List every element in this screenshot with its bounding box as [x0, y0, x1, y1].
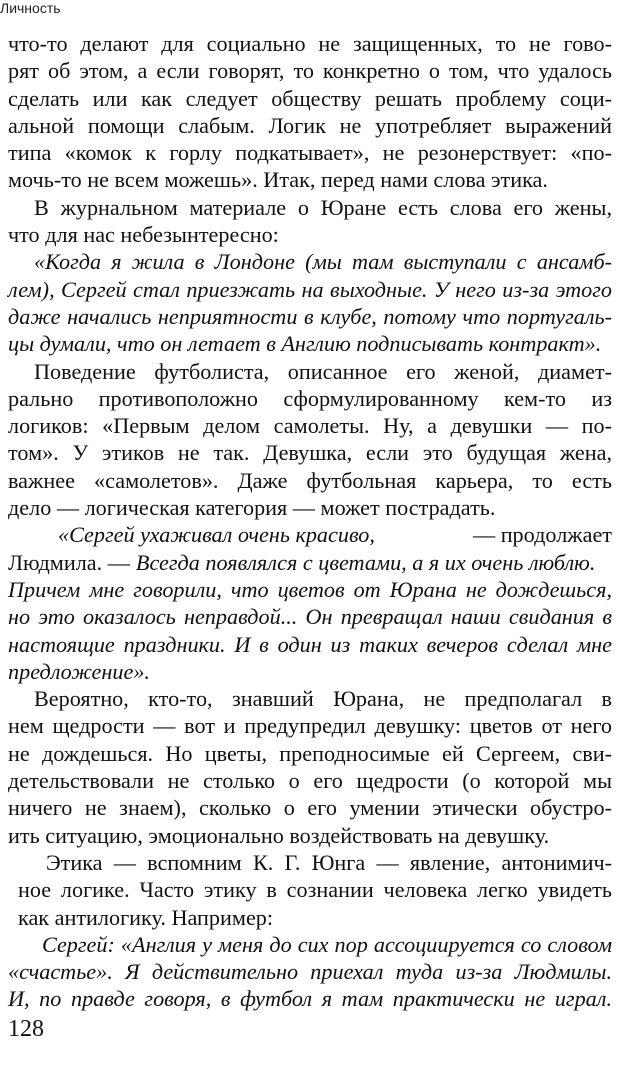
- text-line: мочь-то не всем можешь». Итак, перед нами слова этика.: [8, 167, 548, 193]
- text-line: Этика — вспомним К. Г. Юнга — явление, антонимич-: [46, 849, 612, 875]
- text-line: важнее «самолетов». Даже футбольная карьера, то есть: [8, 467, 612, 493]
- text-line: В журнальном материале о Юране есть слова его жены,: [34, 194, 612, 220]
- text-line: сделать или как следует обществу решать проблему соци-: [8, 85, 612, 111]
- text-line: что для нас небезынтересно:: [8, 222, 279, 248]
- text-line: том». У этиков не так. Девушка, если это будущая жена,: [8, 440, 612, 466]
- text-line: нем щедрости — вот и предупредил девушку: цветов от него: [8, 713, 612, 739]
- page-number: 128: [8, 1016, 44, 1042]
- quote-line: Сергей: «Англия у меня до сих пор ассоциируется со словом: [42, 931, 612, 957]
- quote-line-mixed: [8, 549, 612, 576]
- quote-line: «счастье». Я действительно приехал туда из-за Людмилы.: [8, 959, 612, 985]
- text-line: ить ситуацию, эмоционально воздействовать на девушку.: [8, 822, 550, 848]
- text-line: что-то делают для социально не защищенных, то не гово-: [8, 31, 612, 56]
- text-line: типа «комок к горлу подкатывает», не резонерствует: «по-: [8, 140, 612, 166]
- quote-fragment: «Сергей ухаживал очень красиво,: [58, 522, 375, 548]
- text-line: логиков: «Первым делом самолеты. Ну, а девушки — по-: [8, 413, 612, 439]
- quote-line: И, по правде говоря, в футбол я там практически не играл.: [8, 986, 612, 1012]
- quote-attribution: Людмила. —: [8, 549, 130, 575]
- text-line: как антилогику. Например:: [18, 904, 274, 930]
- text-line: ное логике. Часто этику в сознании человека легко увидеть: [18, 877, 612, 903]
- quote-line-mixed: [8, 521, 612, 548]
- text-line: Поведение футболиста, описанное его женой, диамет-: [34, 358, 612, 384]
- text-line: рят об этом, а если говорят, то конкретно о том, что удалось: [8, 58, 612, 84]
- running-header: Личность: [0, 0, 61, 16]
- text-line: дело — логическая категория — может пострадать.: [8, 495, 496, 521]
- text-line: детельствовали не столько о его щедрости (о которой мы: [8, 768, 612, 794]
- text-line: Вероятно, кто-то, знавший Юрана, не предполагал в: [34, 686, 612, 712]
- text-line: альной помощи слабым. Логик не употребляет выражений: [8, 112, 612, 138]
- quote-line: Причем мне говорили, что цветов от Юрана не дождешься,: [8, 576, 612, 602]
- quote-line: но это оказалось неправдой... Он превращал наши свидания в: [8, 604, 612, 630]
- text-line: не дождешься. Но цветы, преподносимые ей Сергеем, сви-: [8, 740, 612, 766]
- page-body: [8, 30, 612, 1013]
- text-line: рально противоположно сформулированному кем-то из: [8, 385, 612, 411]
- quote-line: лем), Сергей стал приезжать на выходные. У него из-за этого: [8, 276, 612, 302]
- quote-attribution: — продолжает: [472, 522, 612, 548]
- quote-line: «Когда я жила в Лондоне (мы там выступали с ансамб-: [34, 249, 612, 275]
- text-line: ничего не знаем), сколько о его умении этически обустро-: [8, 795, 612, 821]
- quote-line: цы думали, что он летает в Англию подписывать контракт».: [8, 331, 602, 357]
- quote-fragment: Всегда появлялся с цветами, а я их очень люблю.: [135, 549, 596, 575]
- quote-line: настоящие праздники. И в один из таких вечеров сделал мне: [8, 631, 612, 657]
- quote-line: предложение».: [8, 658, 150, 684]
- quote-line: даже начались неприятности в клубе, потому что португаль-: [8, 303, 612, 329]
